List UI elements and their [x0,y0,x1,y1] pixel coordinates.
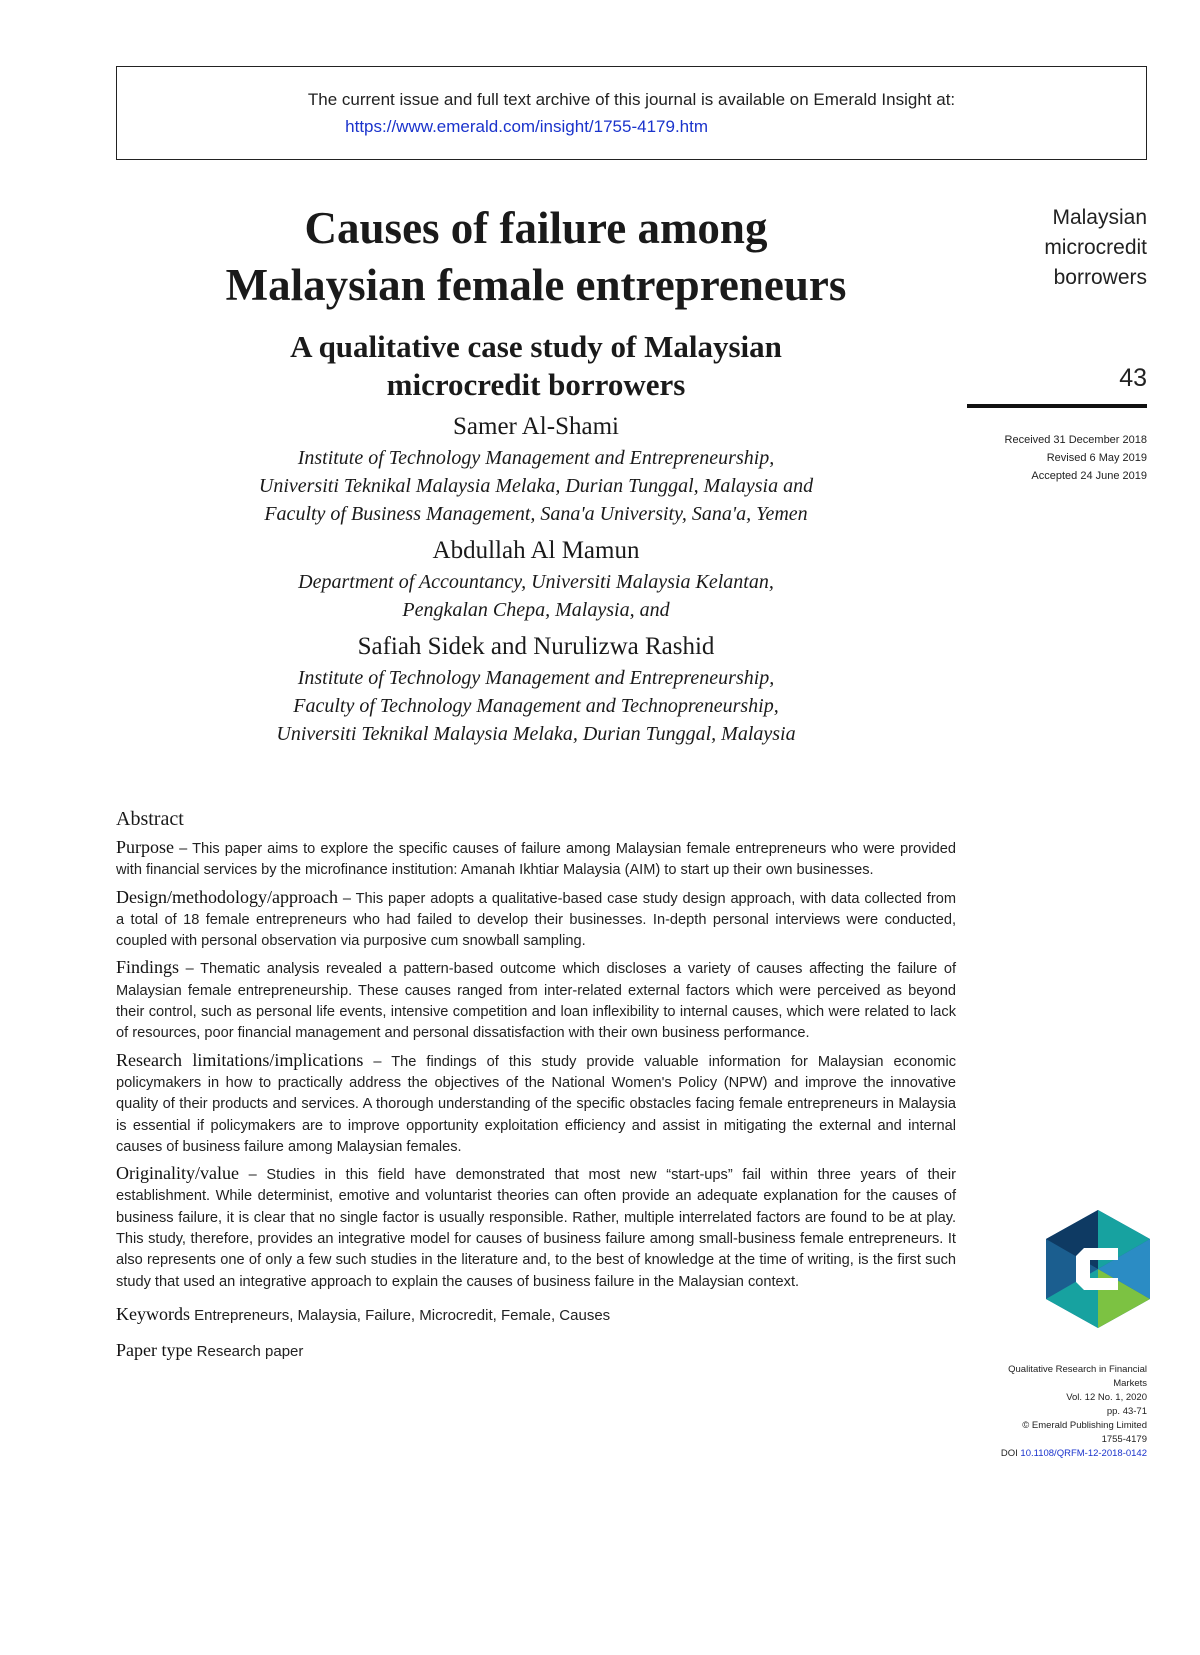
author-name: Abdullah Al Mamun [432,537,640,564]
paper-type-label: Paper type [116,1339,193,1360]
archive-notice-text: The current issue and full text archive of this journal is available on Emerald Insight at: [307,90,956,109]
affiliation-line: Institute of Technology Management and Entrepreneurship, [297,667,775,689]
paper-type-value: Research paper [196,1342,304,1360]
affiliation-line: Faculty of Business Management, Sana'a University, Sana'a, Yemen [264,503,808,525]
abstract-heading: Abstract [116,808,184,830]
paper-type [116,1339,956,1363]
abstract [116,808,956,1363]
journal-doi [930,1447,1147,1461]
author-affiliation [116,444,956,528]
journal-name: Qualitative Research in Financial [1008,1364,1147,1375]
journal-pages: pp. 43-71 [1106,1406,1147,1417]
abstract-section-label: Research limitations/implications [116,1049,364,1070]
abstract-section-originality [116,1163,956,1293]
running-head-line: microcredit [1044,236,1147,259]
affiliation-line: Pengkalan Chepa, Malaysia, and [402,599,670,621]
dash: – [238,1167,267,1184]
journal-info [930,1363,1147,1461]
affiliation-line: Institute of Technology Management and Entrepreneurship, [297,447,775,469]
affiliation-line: Faculty of Technology Management and Technopreneurship, [293,695,779,717]
archive-notice-box [116,66,1147,160]
abstract-section-label: Purpose [116,837,174,857]
doi-link[interactable]: 10.1108/QRFM-12-2018-0142 [1020,1448,1147,1459]
doi-label: DOI [1000,1448,1018,1459]
abstract-section-design [116,887,956,953]
accepted-date: Accepted 24 June 2019 [1031,470,1147,482]
submission-history [930,431,1147,485]
sidebar-rule [967,404,1147,408]
affiliation-line: Department of Accountancy, Universiti Malaysia Kelantan, [298,571,774,593]
author-affiliation [116,664,956,748]
archive-url-link[interactable]: https://www.emerald.com/insight/1755-4179.htm [345,117,708,136]
article-title [116,200,956,314]
abstract-section-label: Originality/value [116,1163,239,1184]
running-head [930,203,1147,293]
dash: – [174,841,193,857]
author-affiliation [116,568,956,624]
journal-issn: 1755-4179 [1101,1434,1147,1445]
affiliation-line: Universiti Teknikal Malaysia Melaka, Durian Tunggal, Malaysia and [258,475,814,497]
keywords-list: Entrepreneurs, Malaysia, Failure, Microcredit, Female, Causes [194,1306,611,1324]
author-name: Safiah Sidek and Nurulizwa Rashid [357,633,715,660]
journal-name: Markets [1113,1378,1147,1389]
dash: – [363,1053,392,1070]
article-header [116,200,956,748]
abstract-section-text: This paper adopts a qualitative-based case study design approach, with data collected from a total of 18 female entrepreneurs who had failed to develop their businesses. In-depth personal interviews were conducted, coupled with personal observation via purposive cum snowball sampling. [116,890,956,950]
abstract-section-text: Thematic analysis revealed a pattern-based outcome which discloses a variety of causes affecting the failure of Malaysian female entrepreneurship. These causes ranged from inter-related external factors which were perceived as beyond their control, such as personal life events, intensive competition and loan inflexibility to internal causes, which were related to lack of resources, poor financial management and personal dissatisfaction with their own business performance. [116,961,957,1042]
revised-date: Revised 6 May 2019 [1046,452,1147,464]
abstract-section-label: Design/methodology/approach [116,886,338,907]
journal-volume: Vol. 12 No. 1, 2020 [1066,1392,1147,1403]
subtitle-line-2: microcredit borrowers [386,367,686,402]
dash: – [337,890,356,907]
journal-copyright: © Emerald Publishing Limited [1022,1420,1147,1431]
title-line-1: Causes of failure among [304,203,768,253]
affiliation-line: Universiti Teknikal Malaysia Melaka, Durian Tunggal, Malaysia [276,723,796,745]
emerald-logo-icon [1046,1210,1150,1328]
abstract-section-findings [116,957,956,1044]
abstract-section-limitations [116,1050,956,1158]
abstract-section-label: Findings [116,957,180,978]
received-date: Received 31 December 2018 [1004,434,1147,446]
subtitle-line-1: A qualitative case study of Malaysian [290,329,782,364]
author-name: Samer Al-Shami [453,413,619,440]
title-line-2: Malaysian female entrepreneurs [225,260,847,310]
abstract-section-purpose [116,837,956,882]
article-subtitle [116,328,956,404]
abstract-section-text: This paper aims to explore the specific causes of failure among Malaysian female entrepreneurs who were provided with financial services by the microfinance institution: Amanah Ikhtiar Malaysia (AIM) to start up their own businesses. [116,841,956,879]
keywords [116,1303,956,1327]
abstract-section-text: Studies in this field have demonstrated that most new “start-ups” fail within three years of their establishment. While determinist, emotive and voluntarist theories can often provide an adequate explanation for the causes of business failure, it is clear that no single factor is usually responsible. Rather, multiple interrelated factors are found to be at play. This study, therefore, provides an integrative model for causes of business failure among small-business female entrepreneurs. It also represents one of only a few such studies in the literature and, to the best of knowledge at the time of writing, is the first such study that used an integrative approach to explain the causes of business failure in the Malaysian context. [116,1167,956,1290]
keywords-label: Keywords [116,1303,190,1324]
running-head-line: Malaysian [1052,206,1147,229]
page-number: 43 [1119,364,1147,392]
running-head-line: borrowers [1053,266,1147,289]
dash: – [179,961,201,978]
abstract-section-text: The findings of this study provide valuable information for Malaysian economic policymakers in how to practically address the objectives of the National Women's Policy (NPW) and improve the innovative quality of their products and services. A thorough understanding of the specific obstacles facing female entrepreneurs in Malaysia is essential if policymakers are to improve opportunity exploitation efficiency and assist in mitigating the external and internal causes of business failure among Malaysian females. [116,1053,957,1155]
